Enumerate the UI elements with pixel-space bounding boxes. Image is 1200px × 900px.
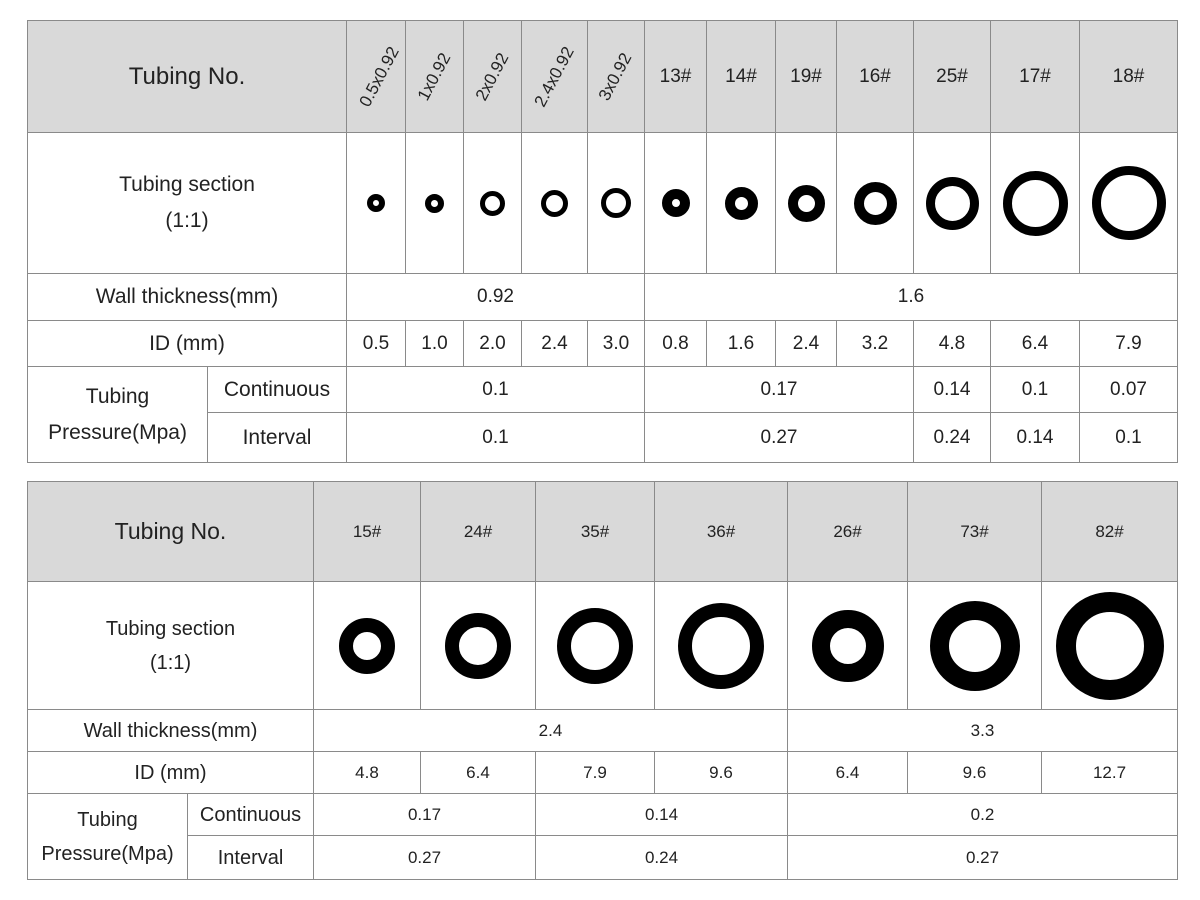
wall-thickness-row xyxy=(28,710,1178,752)
section-cell xyxy=(788,582,908,710)
section-cell xyxy=(655,582,788,710)
id-value: 7.9 xyxy=(1080,321,1178,367)
tubing-number-cell xyxy=(464,21,522,133)
tubing-section-row xyxy=(28,582,1178,710)
tubing-number: 19# xyxy=(776,21,837,133)
tubing-number: 16# xyxy=(837,21,914,133)
continuous-value: 0.14 xyxy=(914,367,991,413)
tubing-section-label-line1: Tubing section xyxy=(119,173,255,197)
section-cell xyxy=(1080,133,1178,274)
ring-cross-section-icon xyxy=(339,618,395,674)
ring-cross-section-icon xyxy=(425,194,444,213)
continuous-label: Continuous xyxy=(208,367,347,413)
section-cell xyxy=(314,582,421,710)
continuous-value: 0.1 xyxy=(991,367,1080,413)
tubing-number: 3x0.92 xyxy=(595,49,636,104)
interval-label: Interval xyxy=(188,836,314,880)
continuous-value: 0.07 xyxy=(1080,367,1178,413)
ring-cross-section-icon xyxy=(725,187,758,220)
tubing-number: 82# xyxy=(1042,482,1178,582)
tubing-section-label-line2: (1:1) xyxy=(149,651,192,674)
id-value: 12.7 xyxy=(1042,752,1178,794)
wall-thickness-row xyxy=(28,274,1178,321)
id-value: 9.6 xyxy=(655,752,788,794)
ring-cross-section-icon xyxy=(662,189,690,217)
tubing-number: 17# xyxy=(991,21,1080,133)
tubing-number: 2.4x0.92 xyxy=(530,43,578,110)
wall-thickness-value: 1.6 xyxy=(645,274,1178,321)
interval-value: 0.24 xyxy=(536,836,788,880)
interval-pressure-row xyxy=(28,836,1178,880)
tubing-number: 15# xyxy=(314,482,421,582)
id-value: 4.8 xyxy=(314,752,421,794)
tubing-section-row xyxy=(28,133,1178,274)
tubing-number-cell xyxy=(406,21,464,133)
id-value: 4.8 xyxy=(914,321,991,367)
section-cell xyxy=(645,133,707,274)
id-value: 3.2 xyxy=(837,321,914,367)
ring-cross-section-icon xyxy=(445,613,511,679)
continuous-label: Continuous xyxy=(188,794,314,836)
section-cell xyxy=(914,133,991,274)
tubing-pressure-label-line1: Tubing xyxy=(77,808,138,831)
tubing-section-label xyxy=(28,582,314,710)
continuous-value: 0.1 xyxy=(347,367,645,413)
tubing-number: 36# xyxy=(655,482,788,582)
section-cell xyxy=(421,582,536,710)
ring-cross-section-icon xyxy=(930,601,1020,691)
section-cell xyxy=(776,133,837,274)
ring-cross-section-icon xyxy=(812,610,884,682)
interval-value: 0.27 xyxy=(314,836,536,880)
ring-cross-section-icon xyxy=(601,188,631,218)
tubing-number: 14# xyxy=(707,21,776,133)
tubing-number-row xyxy=(28,482,1178,582)
section-cell xyxy=(908,582,1042,710)
wall-thickness-value: 3.3 xyxy=(788,710,1178,752)
id-value: 1.0 xyxy=(406,321,464,367)
ring-cross-section-icon xyxy=(480,191,505,216)
id-value: 2.0 xyxy=(464,321,522,367)
interval-value: 0.1 xyxy=(347,413,645,463)
tubing-pressure-label xyxy=(28,367,208,463)
tubing-number: 13# xyxy=(645,21,707,133)
ring-cross-section-icon xyxy=(1056,592,1164,700)
section-cell xyxy=(522,133,588,274)
continuous-value: 0.17 xyxy=(314,794,536,836)
tubing-no-label: Tubing No. xyxy=(28,482,314,582)
tubing-spec-table-1 xyxy=(27,20,1178,463)
wall-thickness-value: 2.4 xyxy=(314,710,788,752)
tubing-pressure-label-line1: Tubing xyxy=(85,384,150,408)
section-cell xyxy=(1042,582,1178,710)
id-value: 2.4 xyxy=(776,321,837,367)
tubing-number: 0.5x0.92 xyxy=(355,43,403,110)
tubing-number: 25# xyxy=(914,21,991,133)
section-cell xyxy=(464,133,522,274)
section-cell xyxy=(588,133,645,274)
ring-cross-section-icon xyxy=(541,190,568,217)
wall-thickness-label: Wall thickness(mm) xyxy=(28,710,314,752)
tubing-number: 2x0.92 xyxy=(471,49,513,104)
id-value: 1.6 xyxy=(707,321,776,367)
tubing-number: 73# xyxy=(908,482,1042,582)
tubing-no-label: Tubing No. xyxy=(28,21,347,133)
continuous-value: 0.14 xyxy=(536,794,788,836)
id-value: 0.5 xyxy=(347,321,406,367)
id-value: 9.6 xyxy=(908,752,1042,794)
continuous-value: 0.17 xyxy=(645,367,914,413)
section-cell xyxy=(347,133,406,274)
interval-label: Interval xyxy=(208,413,347,463)
id-value: 7.9 xyxy=(536,752,655,794)
id-value: 6.4 xyxy=(788,752,908,794)
continuous-value: 0.2 xyxy=(788,794,1178,836)
id-value: 6.4 xyxy=(421,752,536,794)
ring-cross-section-icon xyxy=(557,608,633,684)
id-row xyxy=(28,321,1178,367)
tubing-number: 35# xyxy=(536,482,655,582)
continuous-pressure-row xyxy=(28,367,1178,413)
tubing-number: 18# xyxy=(1080,21,1178,133)
interval-value: 0.14 xyxy=(991,413,1080,463)
section-cell xyxy=(406,133,464,274)
continuous-pressure-row xyxy=(28,794,1178,836)
interval-value: 0.27 xyxy=(788,836,1178,880)
tubing-section-label-line1: Tubing section xyxy=(105,617,236,640)
id-row xyxy=(28,752,1178,794)
section-cell xyxy=(837,133,914,274)
ring-cross-section-icon xyxy=(788,185,825,222)
tubing-number: 26# xyxy=(788,482,908,582)
id-value: 2.4 xyxy=(522,321,588,367)
wall-thickness-label: Wall thickness(mm) xyxy=(28,274,347,321)
ring-cross-section-icon xyxy=(1003,171,1068,236)
section-cell xyxy=(536,582,655,710)
wall-thickness-value: 0.92 xyxy=(347,274,645,321)
tubing-number: 1x0.92 xyxy=(413,49,455,104)
id-value: 6.4 xyxy=(991,321,1080,367)
section-cell xyxy=(991,133,1080,274)
tubing-section-label xyxy=(28,133,347,274)
id-value: 0.8 xyxy=(645,321,707,367)
tubing-section-label-line2: (1:1) xyxy=(165,209,209,232)
ring-cross-section-icon xyxy=(367,194,385,212)
tubing-number-cell xyxy=(522,21,588,133)
tubing-number: 24# xyxy=(421,482,536,582)
tubing-pressure-label xyxy=(28,794,188,880)
tubing-pressure-label-line2: Pressure(Mpa) xyxy=(48,420,187,444)
id-label: ID (mm) xyxy=(28,321,347,367)
id-label: ID (mm) xyxy=(28,752,314,794)
section-cell xyxy=(707,133,776,274)
ring-cross-section-icon xyxy=(926,177,979,230)
tubing-number-row xyxy=(28,21,1178,133)
tubing-number-cell xyxy=(347,21,406,133)
tubing-spec-table-2 xyxy=(27,481,1178,880)
id-value: 3.0 xyxy=(588,321,645,367)
tubing-pressure-label-line2: Pressure(Mpa) xyxy=(41,842,174,865)
ring-cross-section-icon xyxy=(678,603,764,689)
interval-value: 0.27 xyxy=(645,413,914,463)
interval-value: 0.1 xyxy=(1080,413,1178,463)
ring-cross-section-icon xyxy=(1092,166,1166,240)
interval-value: 0.24 xyxy=(914,413,991,463)
ring-cross-section-icon xyxy=(854,182,897,225)
tubing-number-cell xyxy=(588,21,645,133)
